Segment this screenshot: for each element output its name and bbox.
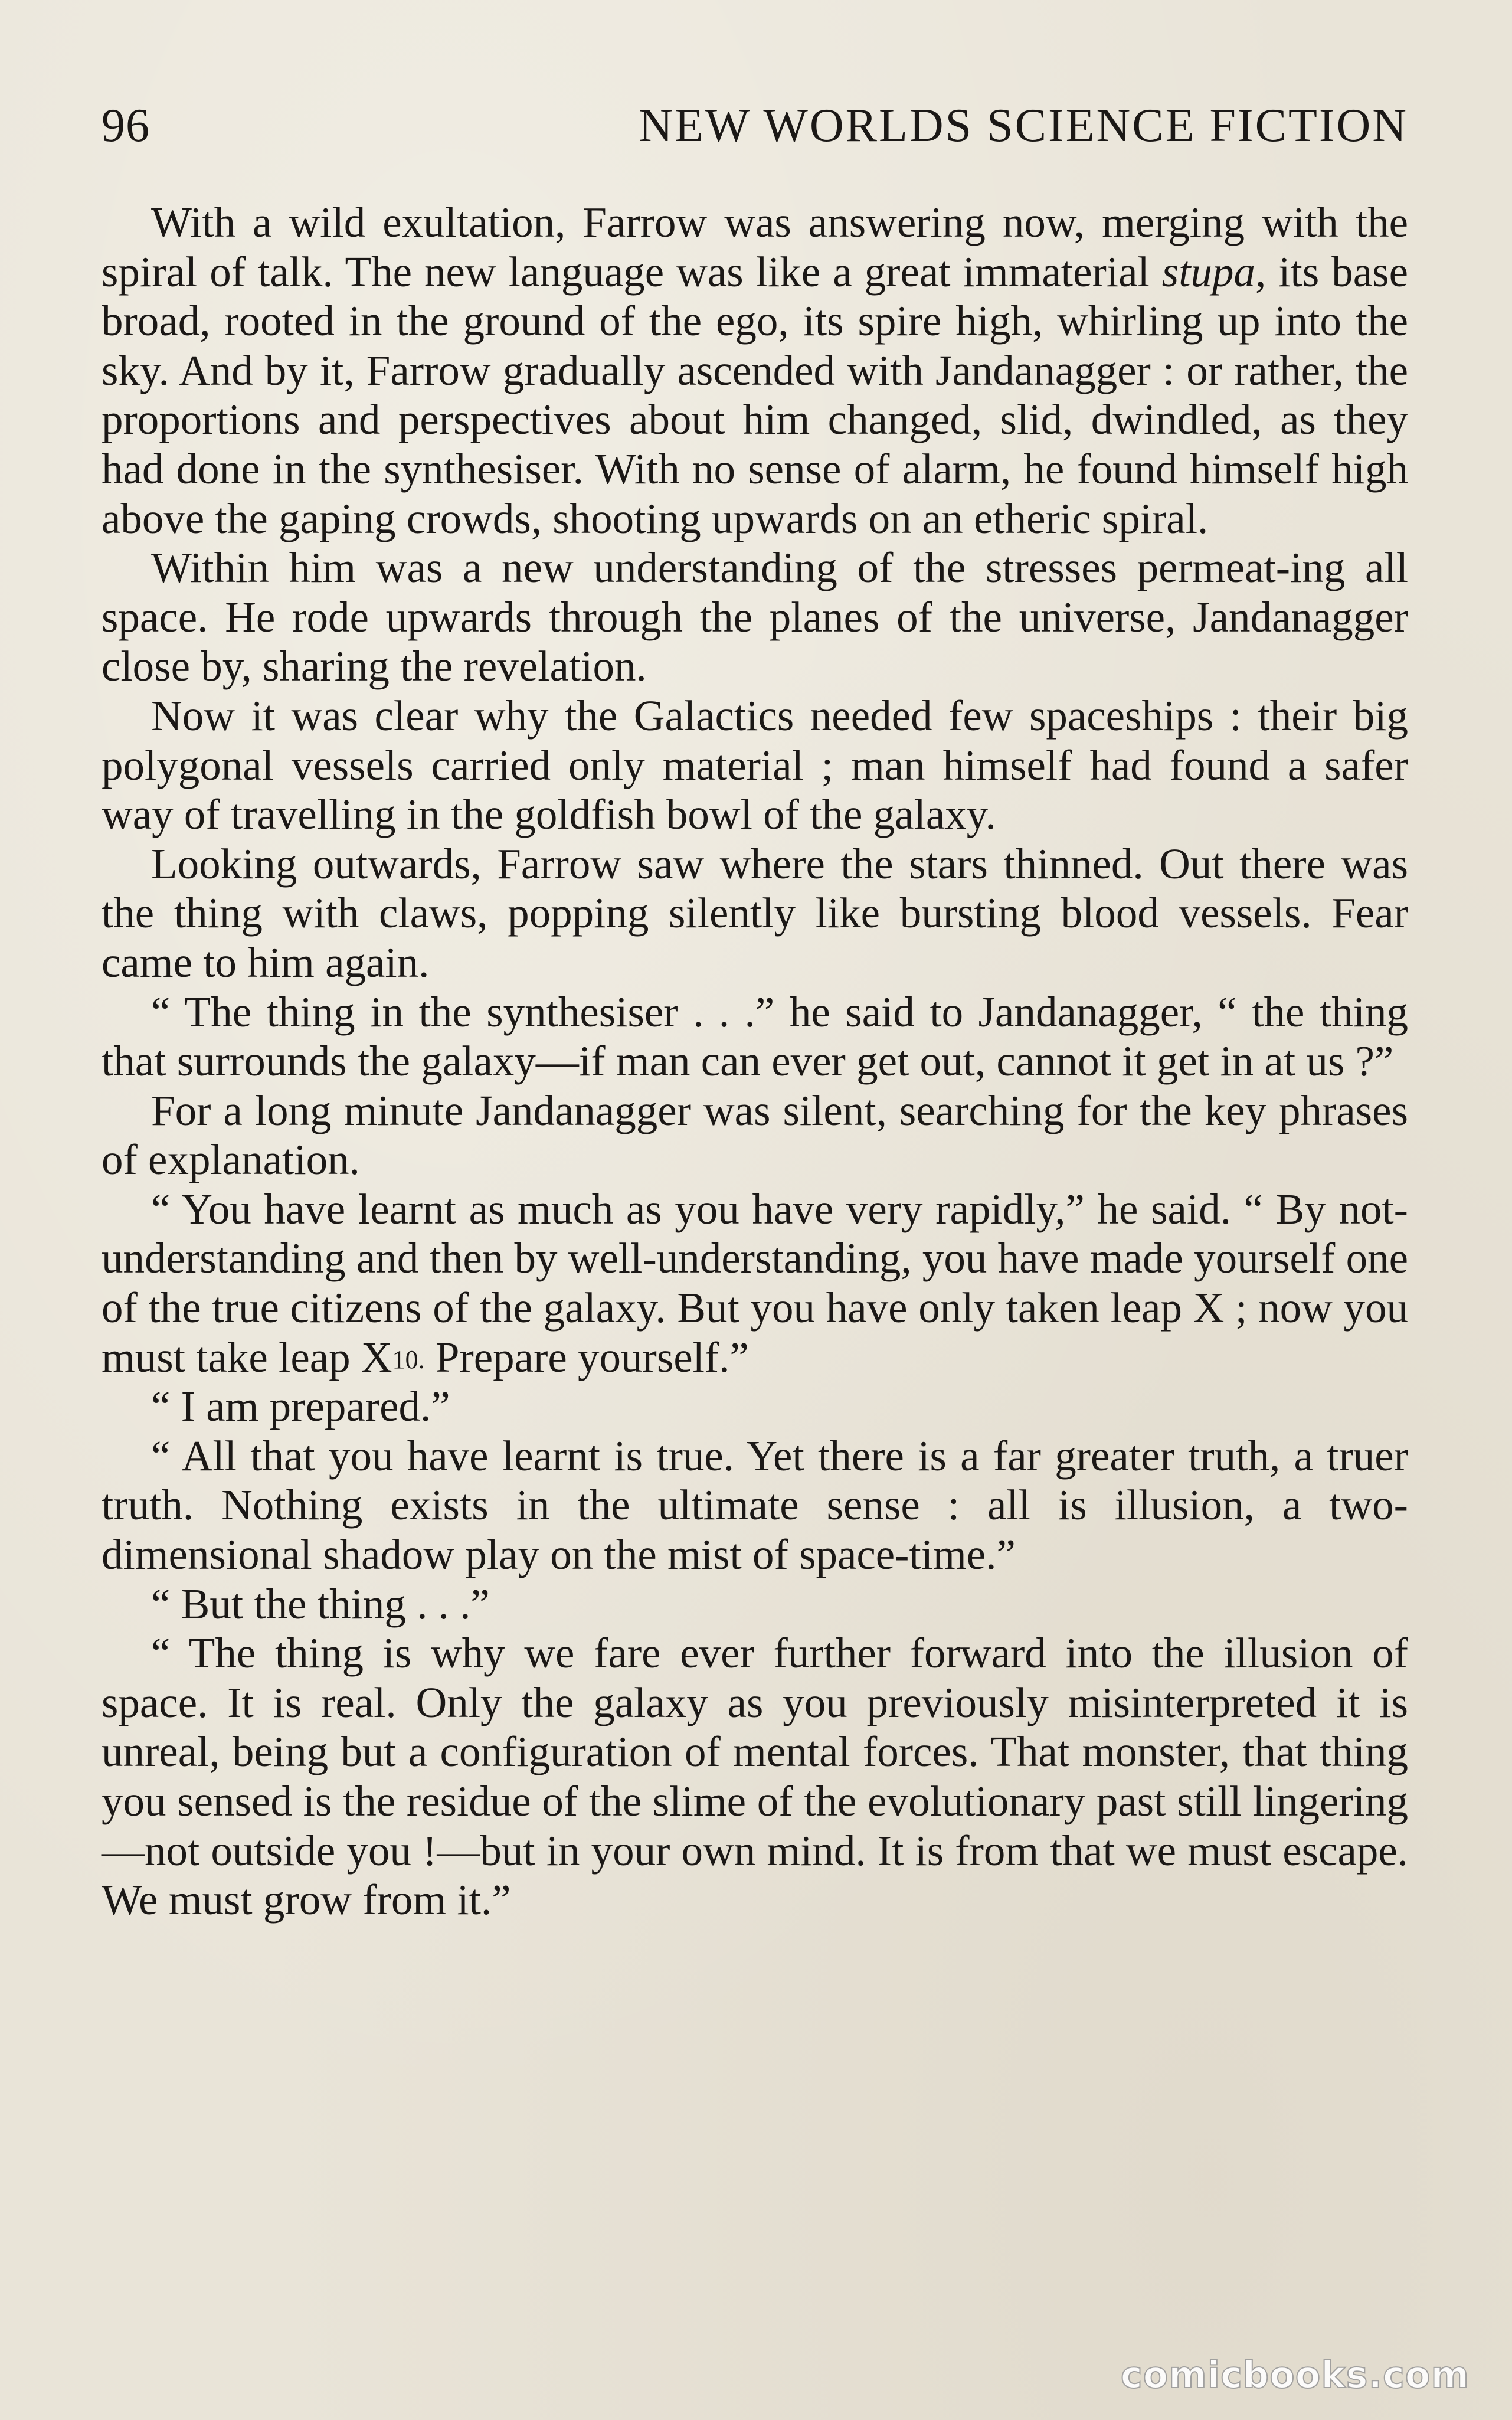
story-text	[102, 198, 1408, 1925]
page-header	[102, 99, 1408, 164]
paragraph-3: Now it was clear why the Galactics needed few spaceships : their big polygonal vessels carried only material ; man himself had found a safer way of travelling in the goldfish bowl of the galaxy.	[102, 691, 1408, 839]
watermark: comicbooks.com	[1120, 2353, 1470, 2396]
paragraph-5: “ The thing in the synthesiser . . .” he said to Jandanagger, “ the thing that surrounds the galaxy—if man can ever get out, cannot it get in at us ?”	[102, 987, 1408, 1085]
paragraph-6: For a long minute Jandanagger was silent, searching for the key phrases of explanation.	[102, 1086, 1408, 1184]
paragraph-8: “ I am prepared.”	[151, 1382, 450, 1431]
page-number: 96	[102, 100, 150, 152]
paragraph-4: Looking outwards, Farrow saw where the stars thinned. Out there was the thing with claws, popping silently like bursting blood vessels. Fear came to him again.	[102, 839, 1408, 986]
paragraph-1	[102, 198, 1408, 543]
running-title: NEW WORLDS SCIENCE FICTION	[639, 100, 1408, 152]
paragraph-7-superscript: 10.	[392, 1345, 425, 1374]
paragraph-7	[102, 1185, 1408, 1382]
paragraph-1-italic-word: stupa	[1161, 247, 1255, 296]
paragraph-10: “ But the thing . . .”	[151, 1579, 490, 1628]
paragraph-7-text-b: Prepare yourself.”	[424, 1333, 749, 1381]
paragraph-7-text-a: “ You have learnt as much as you have very rapidly,” he said. “ By not-understanding and then by well-understanding, you have made yourself one of the true citizens of the galaxy. But you have only taken leap X ; now you must take leap X	[102, 1185, 1408, 1381]
paragraph-2: Within him was a new understanding of the stresses permeat-ing all space. He rode upwards through the planes of the universe, Jandanagger close by, sharing the revelation.	[102, 544, 1408, 691]
paragraph-1-text-a: With a wild exultation, Farrow was answering now, merging with the spiral of talk. The new language was like a great immaterial	[102, 198, 1408, 296]
paragraph-11: “ The thing is why we fare ever further forward into the illusion of space. It is real. Only the galaxy as you previously misinterpreted it is unreal, being but a configuration of mental forces. That monster, that thing you sensed is the residue of the slime of the evolutionary past still lingering—not outside you !—but in your own mind. It is from that we must escape. We must grow from it.”	[102, 1629, 1408, 1924]
paragraph-9: “ All that you have learnt is true. Yet there is a far greater truth, a truer truth. Nothing exists in the ultimate sense : all is illusion, a two-dimensional shadow play on the mist of space-time.”	[102, 1431, 1408, 1579]
paragraph-1-text-b: , its base broad, rooted in the ground of the ego, its spire high, whirling up into the sky. And by it, Farrow gradually ascended with Jandanagger : or rather, the proportions and perspectives about him changed, slid, dwindled, as they had done in the synthesiser. With no sense of alarm, he found himself high above the gaping crowds, shooting upwards on an etheric spiral.	[102, 247, 1408, 542]
